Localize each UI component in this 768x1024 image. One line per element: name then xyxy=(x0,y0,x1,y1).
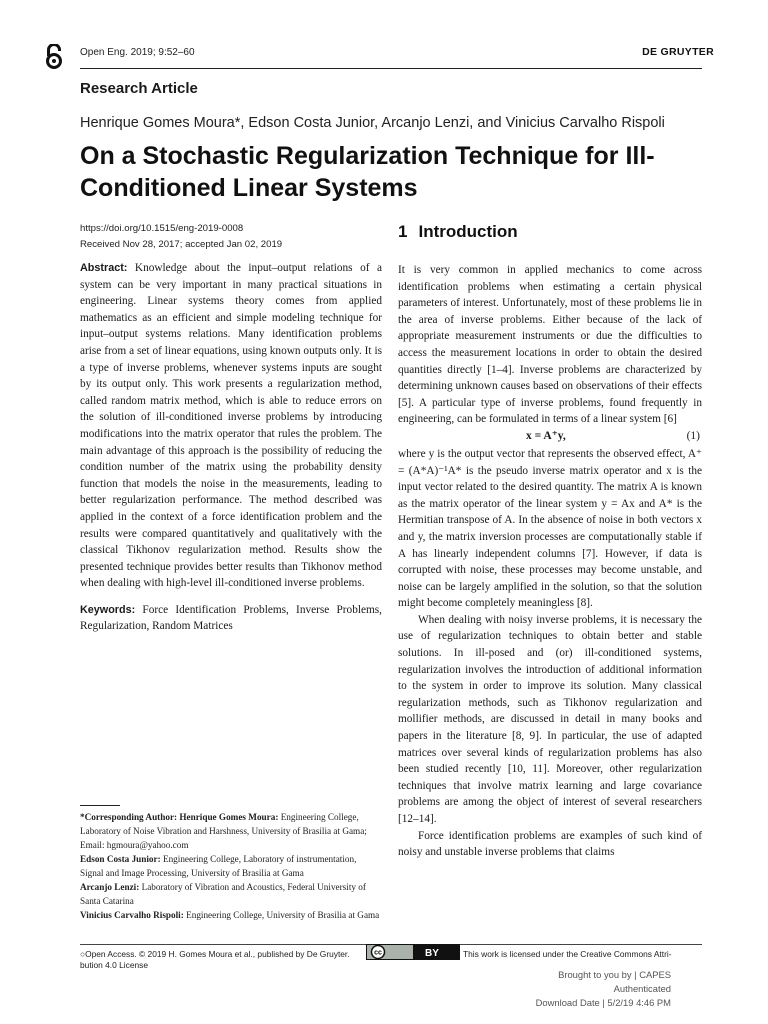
footnote-author: Arcanjo Lenzi: xyxy=(80,882,140,892)
section-title: Introduction xyxy=(418,222,518,241)
watermark-line: Download Date | 5/2/19 4:46 PM xyxy=(535,997,671,1008)
svg-text:cc: cc xyxy=(374,949,382,957)
header-divider xyxy=(80,68,702,69)
intro-paragraph-4: Force identification problems are examples of such kind of noisy and unstable inverse problems that claims xyxy=(398,829,702,859)
license-text-wrap: bution 4.0 License xyxy=(80,960,148,970)
footnote-author: Edson Costa Junior: xyxy=(80,854,161,864)
footnote-divider xyxy=(80,805,120,806)
author-footnotes xyxy=(80,810,382,922)
received-dates: Received Nov 28, 2017; accepted Jan 02, 2019 xyxy=(80,239,283,250)
publisher-name: DE GRUYTER xyxy=(642,46,714,58)
paper-title: On a Stochastic Regularization Technique for Ill-Conditioned Linear Systems xyxy=(80,142,655,202)
footnote-author: Vinicius Carvalho Rispoli: xyxy=(80,910,184,920)
watermark-line: Brought to you by | CAPES xyxy=(558,969,671,980)
equation-1 xyxy=(398,428,702,446)
footnote-affiliation: Laboratory of Vibration and Acoustics, Federal University of Santa Catarina xyxy=(80,882,366,906)
author-list: Henrique Gomes Moura*, Edson Costa Junior, Arcanjo Lenzi, and Vinicius Carvalho Rispoli xyxy=(80,115,665,131)
license-text: Open Access. © 2019 H. Gomes Moura et al., published by De Gruyter. xyxy=(85,949,350,959)
equation-number: (1) xyxy=(686,429,700,442)
article-type: Research Article xyxy=(80,80,198,97)
cc-by-label: BY xyxy=(425,948,439,959)
intro-paragraph-1: It is very common in applied mechanics to come across identification problems when estimating a certain physical parameters of interest. Unfortunately, most of these problems lie in the area of inverse problems. Either because of the lack of appropriate measurement instruments or due the difficulties to access the measurement locations in order to obtain the desired quantities directly [1–4]. Inverse problems are characterized by determining unknown causes based on observations of their effects [5]. A particular type of inverse problems, found frequently in engineering, can be formulated in terms of a linear system [6] xyxy=(398,264,702,426)
footnote-affiliation: Engineering College, Laboratory of instrumentation, Signal and Image Processing, University of Brasilia at Gama xyxy=(80,854,357,878)
footnote-affiliation: Engineering College, University of Brasilia at Gama xyxy=(186,910,380,920)
license-statement xyxy=(80,949,362,971)
doi-link[interactable]: https://doi.org/10.1515/eng-2019-0008 xyxy=(80,223,244,234)
license-statement-continued: This work is licensed under the Creative Commons Attri- xyxy=(463,949,672,959)
watermark-line: Authenticated xyxy=(613,983,671,994)
cc-by-license-badge[interactable] xyxy=(366,944,460,960)
doi-block xyxy=(80,221,282,253)
keywords-text: Force Identification Problems, Inverse Problems, Regularization, Random Matrices xyxy=(80,603,383,633)
abstract-text: Knowledge about the input–output relations of a system can be very important in many practical situations in engineering. Linear systems theory comes from applied mathematics as an efficient and simple modeling technique for input–output systems relations. Many identification problems arise from a set of linear equations, using known outputs only. It is a type of inverse problems, whenever systems inputs are sought by its output only. This work presents a regularization method, called random matrix method, which is able to reduce errors on the solution of ill-conditioned inverse problems by introducing modifications into the matrix operator that rules the problem. The main advantage of this approach is the possibility of reducing the condition number of the matrix using the probability density function that models the noise in the measurements, leading to better regularization performance. The method described was applied in the context of a force identification problem and the results were compared quantitatively and qualitatively with the classical Tikhonov regularization method. Results show the presented technique provides better results than Tikhonov method when dealing with high-level ill-conditioned inverse problems. xyxy=(80,262,382,590)
footnote-item xyxy=(80,810,382,852)
right-column xyxy=(398,262,702,861)
footnote-item xyxy=(80,852,382,880)
footnote-author: *Corresponding Author: Henrique Gomes Moura: xyxy=(80,812,279,822)
footnote-item xyxy=(80,880,382,908)
section-number: 1 xyxy=(398,222,408,241)
keywords xyxy=(80,602,382,635)
abstract-label: Abstract: xyxy=(80,262,128,274)
equation-expression: x = A⁺y, xyxy=(526,429,566,442)
left-column xyxy=(80,260,382,635)
open-access-small-icon: ○ xyxy=(80,949,86,959)
download-watermark xyxy=(536,968,671,1010)
footnote-affiliation: Engineering College, Laboratory of Noise Vibration and Harshness, University of Brasilia at Gama; Email: hgmoura@yahoo.com xyxy=(80,812,367,850)
section-heading xyxy=(398,222,518,242)
intro-paragraph-2: where y is the output vector that represents the observed effect, A⁺ = (A*A)⁻¹A* is the pseudo inverse matrix operator and x is the input vector related to the desired quantity. The matrix A is known as the matrix operator of the linear system y = Ax and A* is the Hermitian transpose of A. In the absence of noise in both vectors x and y, the matrix inversion processes are computationally stable if A has linearly independent columns [7]. However, if data is corrupted with noise, these processes may become unstable, and noise can be largely amplified in the solution, so that the solution might become completely meaningless [8]. xyxy=(398,447,702,610)
footnote-item xyxy=(80,908,382,922)
keywords-label: Keywords: xyxy=(80,603,136,616)
journal-citation: Open Eng. 2019; 9:52–60 xyxy=(80,47,195,58)
open-access-icon xyxy=(44,44,64,70)
intro-paragraph-3: When dealing with noisy inverse problems, it is necessary the use of regularization techniques to obtain better and stable solutions. In ill-posed and (or) ill-conditioned systems, regularization involves the introduction of additional information to the system in order to improve its solution. Many classical regularization methods, such as Tikhonov regularization and mollifier methods, are discussed in detail in many books and papers in the literature [8, 9]. In particular, the use of adapted matrices over several kinds of regularization problems has also been studied recently [10, 11]. Moreover, other regularization techniques that involve matrix learning and large covariance problems are among the object of interest of several researchers [12–14]. xyxy=(398,613,702,825)
abstract xyxy=(80,260,382,592)
